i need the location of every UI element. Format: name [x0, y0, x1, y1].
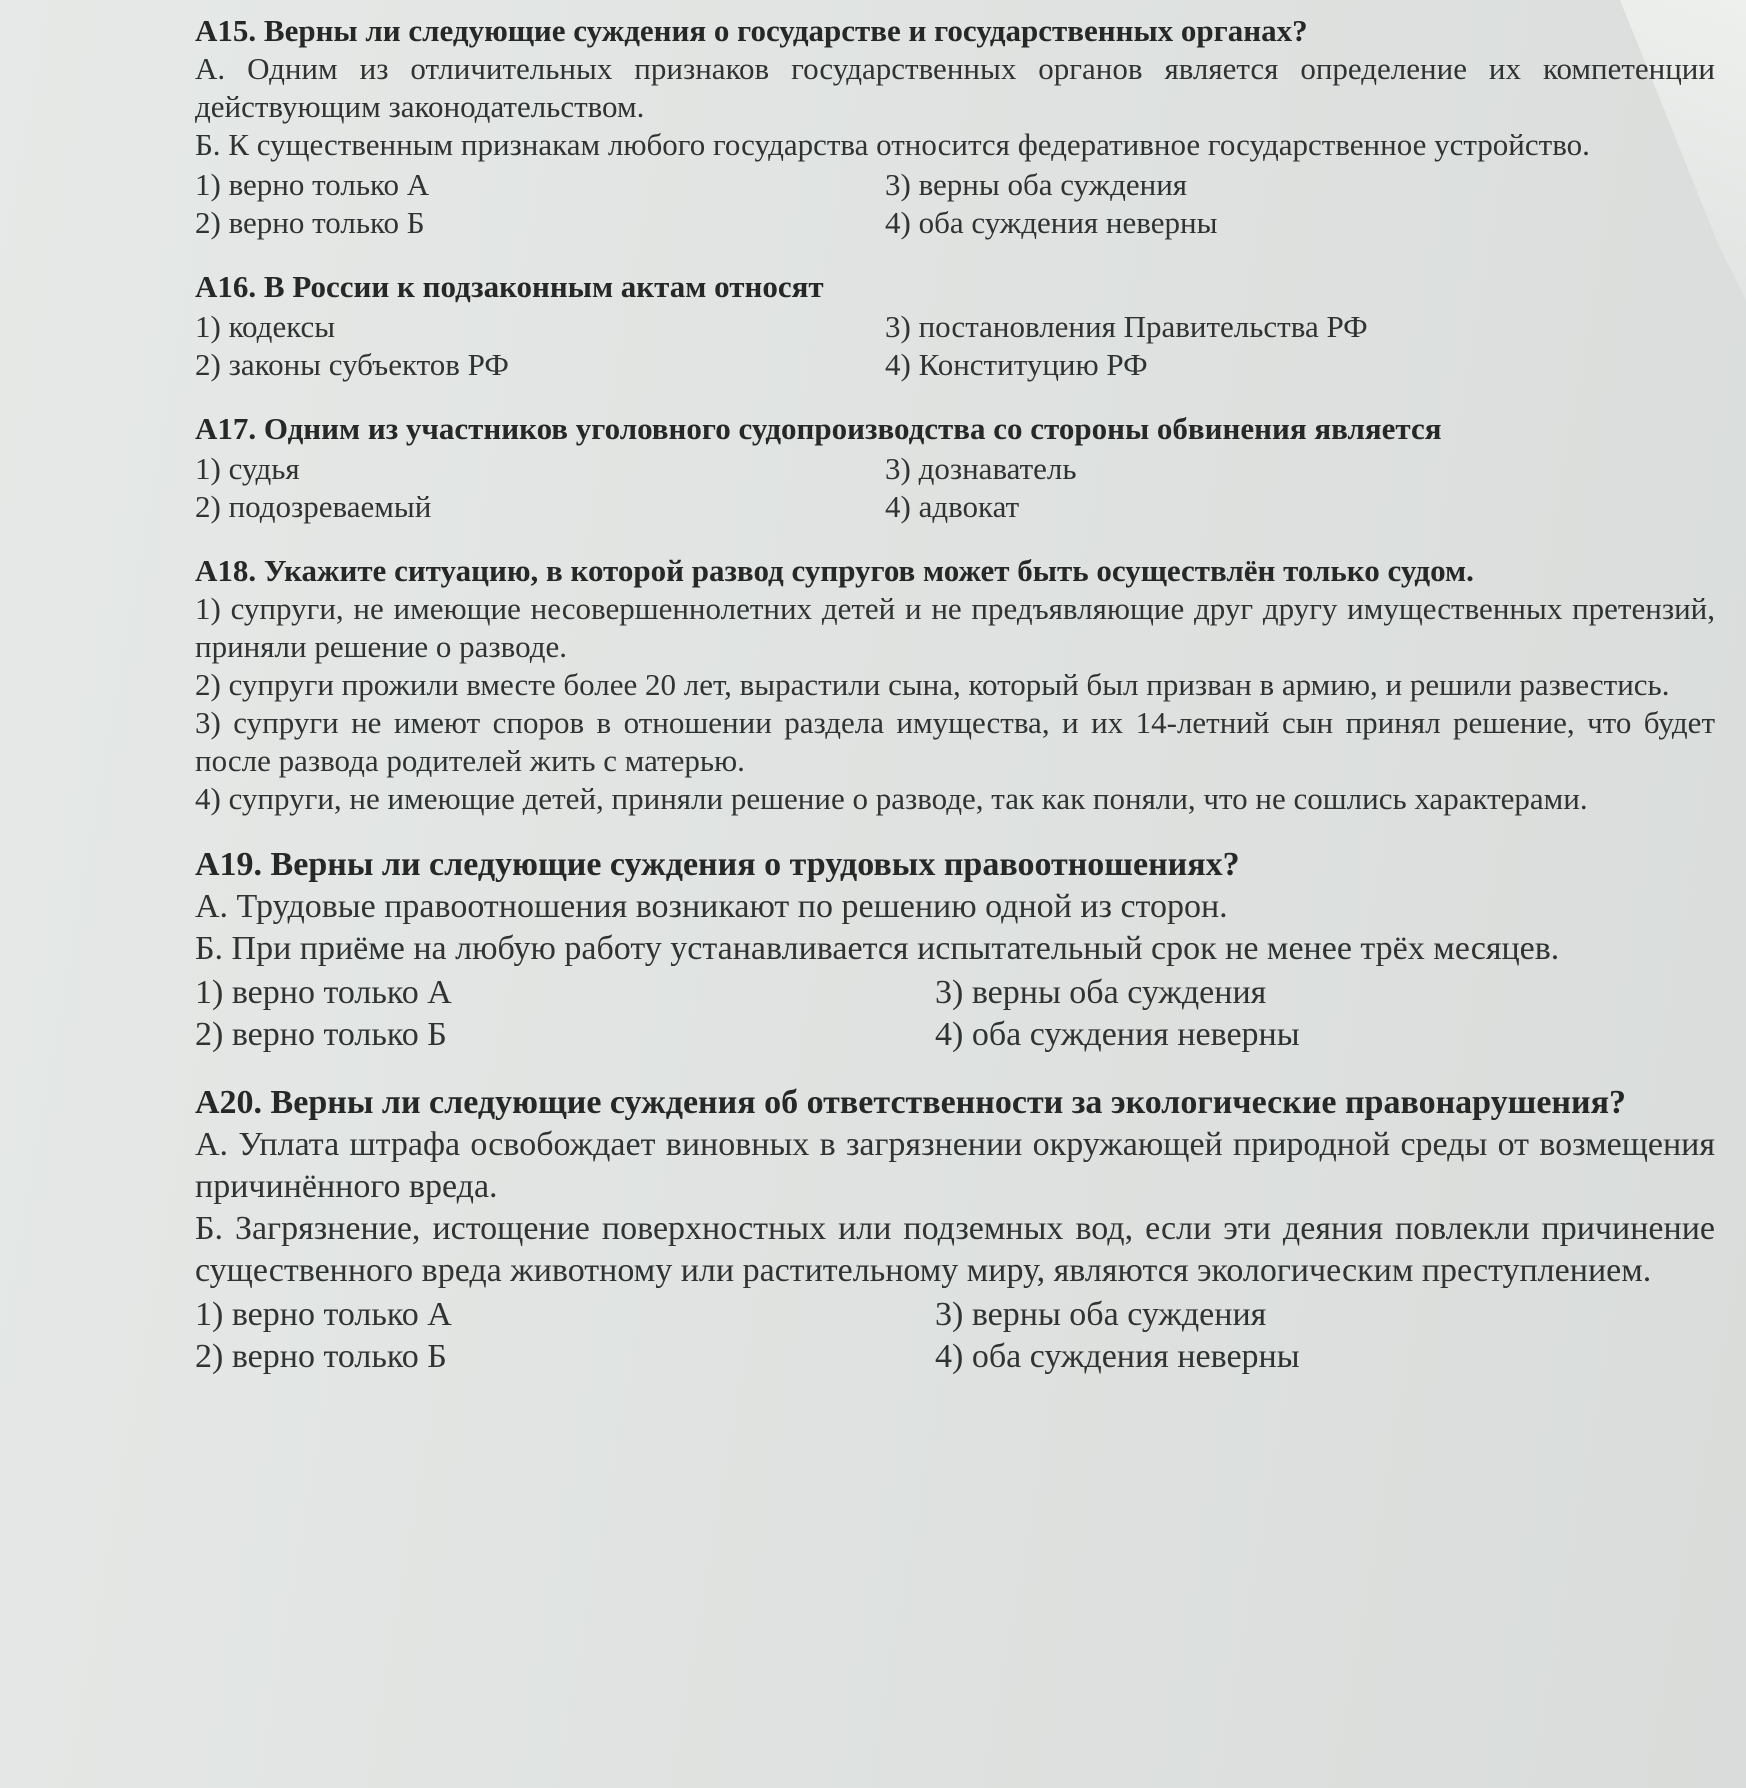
answer-option-3[interactable]: 3) верны оба суждения [935, 1296, 1267, 1333]
answer-option-1[interactable]: 1) супруги, не имеющие несовершеннолетних детей и не предъявляющие друг другу имущественных претензий, приняли решение о разводе. [195, 591, 1715, 664]
answer-option-4[interactable]: 4) Конституцию РФ [885, 347, 1148, 382]
answer-option-2[interactable]: 2) верно только Б [195, 205, 425, 240]
question-a15 [195, 12, 1715, 242]
answer-option-4[interactable]: 4) оба суждения неверны [935, 1338, 1300, 1375]
question-header: А19. Верны ли следующие суждения о трудовых правоотношениях? [195, 846, 1240, 883]
answer-option-2[interactable]: 2) верно только Б [195, 1016, 447, 1053]
answer-option-4[interactable]: 4) оба суждения неверны [885, 205, 1218, 240]
statement-b: Б. При приёме на любую работу устанавливается испытательный срок не менее трёх месяцев. [195, 930, 1560, 967]
question-a17 [195, 410, 1715, 526]
answer-option-1[interactable]: 1) верно только А [195, 167, 430, 202]
statement-a: А. Одним из отличительных признаков государственных органов является определение их компетенции действующим законодательством. [195, 51, 1715, 124]
answer-option-1[interactable]: 1) верно только А [195, 1296, 452, 1333]
answer-option-2[interactable]: 2) верно только Б [195, 1338, 447, 1375]
answer-option-3[interactable]: 3) постановления Правительства РФ [885, 309, 1368, 344]
answer-option-1[interactable]: 1) кодексы [195, 309, 336, 344]
question-a19 [195, 844, 1715, 1056]
question-a20 [195, 1082, 1715, 1378]
question-a16 [195, 268, 1715, 384]
question-header: А20. Верны ли следующие суждения об ответственности за экологические правонарушения? [195, 1084, 1626, 1121]
answer-options [195, 450, 1715, 526]
answer-option-2[interactable]: 2) законы субъектов РФ [195, 347, 509, 382]
statement-b: Б. К существенным признакам любого государства относится федеративное государственное устройство. [195, 127, 1590, 162]
answer-option-3[interactable]: 3) супруги не имеют споров в отношении раздела имущества, и их 14-летний сын принял решение, что будет после развода родителей жить с матерью. [195, 705, 1715, 778]
answer-option-2[interactable]: 2) супруги прожили вместе более 20 лет, вырастили сына, который был призван в армию, и решили развестись. [195, 667, 1670, 702]
statement-a: А. Уплата штрафа освобождает виновных в загрязнении окружающей природной среды от возмещения причинённого вреда. [195, 1126, 1715, 1205]
statement-b: Б. Загрязнение, истощение поверхностных или подземных вод, если эти деяния повлекли причинение существенного вреда животному или растительному миру, являются экологическим преступлением. [195, 1210, 1715, 1289]
answer-option-4[interactable]: 4) адвокат [885, 489, 1020, 524]
answer-option-1[interactable]: 1) верно только А [195, 974, 452, 1011]
answer-options [195, 972, 1715, 1056]
answer-option-3[interactable]: 3) дознаватель [885, 451, 1077, 486]
answer-option-4[interactable]: 4) оба суждения неверны [935, 1016, 1300, 1053]
answer-options [195, 308, 1715, 384]
answer-option-2[interactable]: 2) подозреваемый [195, 489, 432, 524]
answer-option-3[interactable]: 3) верны оба суждения [935, 974, 1267, 1011]
answer-option-4[interactable]: 4) супруги, не имеющие детей, приняли решение о разводе, так как поняли, что не сошлись характерами. [195, 781, 1588, 816]
answer-options [195, 166, 1715, 242]
statement-a: А. Трудовые правоотношения возникают по решению одной из сторон. [195, 888, 1228, 925]
question-header: А17. Одним из участников уголовного судопроизводства со стороны обвинения является [195, 411, 1442, 446]
question-header: А15. Верны ли следующие суждения о государстве и государственных органах? [195, 13, 1308, 48]
question-header: А16. В России к подзаконным актам относят [195, 269, 824, 304]
question-list [195, 12, 1715, 1404]
answer-option-1[interactable]: 1) судья [195, 451, 300, 486]
answer-options [195, 1294, 1715, 1378]
answer-option-3[interactable]: 3) верны оба суждения [885, 167, 1188, 202]
question-header: А18. Укажите ситуацию, в которой развод супругов может быть осуществлён только судом. [195, 553, 1474, 588]
question-a18 [195, 552, 1715, 818]
